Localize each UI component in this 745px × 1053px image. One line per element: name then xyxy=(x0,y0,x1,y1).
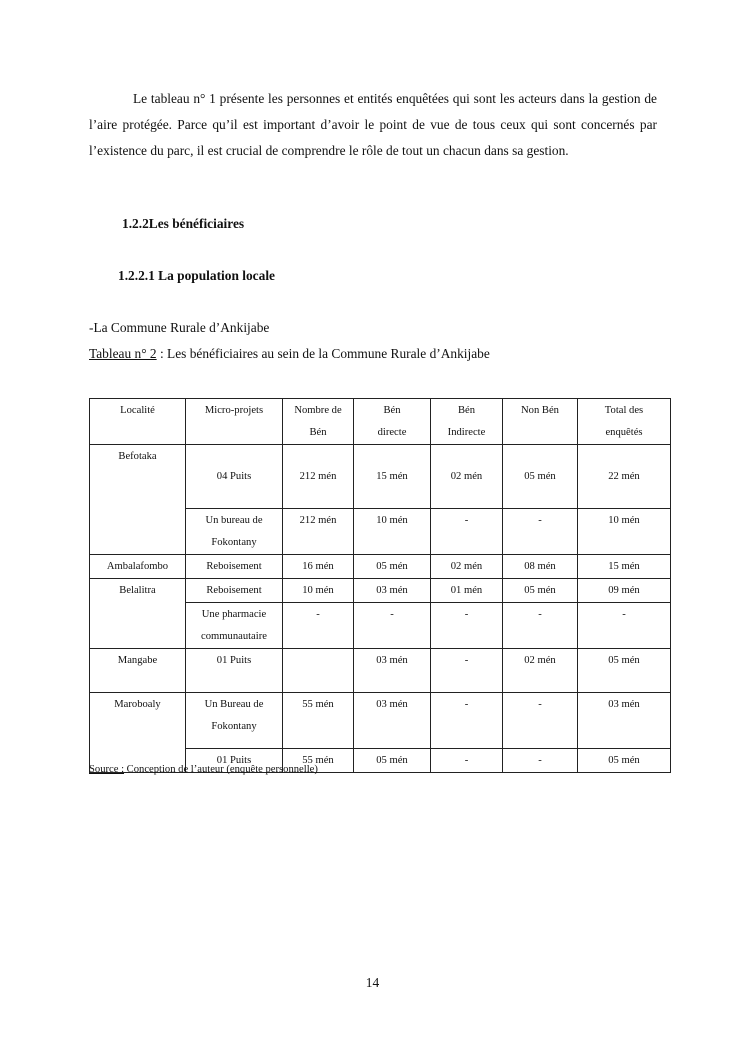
table-row xyxy=(90,649,671,693)
source-label: Source : xyxy=(89,764,125,775)
cell-non-ben: - xyxy=(503,509,578,555)
cell-localite: Belalitra xyxy=(90,579,186,649)
cell-total: 05 mén xyxy=(578,749,671,773)
cell-indirecte: - xyxy=(431,649,503,693)
cell-directe: 05 mén xyxy=(354,749,431,773)
cell-total: - xyxy=(578,603,671,649)
cell-indirecte: - xyxy=(431,693,503,749)
cell-nombre: - xyxy=(283,603,354,649)
cell-nombre xyxy=(283,649,354,693)
cell-projet: 01 Puits xyxy=(186,749,283,773)
table-source xyxy=(89,764,318,775)
cell-nombre: 16 mén xyxy=(283,555,354,579)
cell-indirecte: - xyxy=(431,509,503,555)
cell-total: 15 mén xyxy=(578,555,671,579)
cell-directe: 05 mén xyxy=(354,555,431,579)
cell-non-ben: - xyxy=(503,693,578,749)
cell-projet: Un bureau de Fokontany xyxy=(186,509,283,555)
cell-projet: Reboisement xyxy=(186,579,283,603)
cell-non-ben: 02 mén xyxy=(503,649,578,693)
cell-non-ben: - xyxy=(503,603,578,649)
intro-paragraph: Le tableau n° 1 présente les personnes et entités enquêtées qui sont les acteurs dans la gestion de l’aire protégée. Parce qu’il est important d’avoir le point de vue de tous ceux qui sont concernés par l’existence du parc, il est crucial de comprendre le rôle de tout un chacun dans sa gestion. xyxy=(89,91,657,158)
cell-projet: 01 Puits xyxy=(186,649,283,693)
cell-total: 05 mén xyxy=(578,649,671,693)
commune-line: -La Commune Rurale d’Ankijabe xyxy=(89,320,270,335)
header-ben-indirecte: Bén Indirecte xyxy=(431,399,503,445)
cell-directe: 03 mén xyxy=(354,649,431,693)
beneficiaries-table xyxy=(89,398,671,773)
cell-total: 09 mén xyxy=(578,579,671,603)
cell-nombre: 55 mén xyxy=(283,749,354,773)
cell-nombre: 212 mén xyxy=(283,509,354,555)
table-caption-text: : Les bénéficiaires au sein de la Commune Rurale d’Ankijabe xyxy=(156,346,490,361)
table-caption-label: Tableau n° 2 xyxy=(89,346,157,361)
cell-localite: Ambalafombo xyxy=(90,555,186,579)
table-row xyxy=(90,693,671,749)
cell-localite: Mangabe xyxy=(90,649,186,693)
cell-directe: 03 mén xyxy=(354,693,431,749)
cell-indirecte: - xyxy=(431,603,503,649)
page-number: 14 xyxy=(365,975,380,990)
cell-directe: 03 mén xyxy=(354,579,431,603)
header-localite: Localité xyxy=(90,399,186,445)
cell-non-ben: 05 mén xyxy=(503,445,578,509)
cell-nombre: 10 mén xyxy=(283,579,354,603)
cell-total: 10 mén xyxy=(578,509,671,555)
cell-projet: Reboisement xyxy=(186,555,283,579)
cell-total: 22 mén xyxy=(578,445,671,509)
cell-localite: Befotaka xyxy=(90,445,186,555)
cell-total: 03 mén xyxy=(578,693,671,749)
cell-projet: 04 Puits xyxy=(186,445,283,509)
table-caption xyxy=(89,346,490,362)
table-row xyxy=(90,445,671,509)
table-row xyxy=(90,579,671,603)
header-ben-directe: Bén directe xyxy=(354,399,431,445)
cell-non-ben: 08 mén xyxy=(503,555,578,579)
cell-non-ben: - xyxy=(503,749,578,773)
cell-indirecte: 02 mén xyxy=(431,555,503,579)
cell-nombre: 55 mén xyxy=(283,693,354,749)
cell-directe: 10 mén xyxy=(354,509,431,555)
cell-projet: Un Bureau de Fokontany xyxy=(186,693,283,749)
header-non-ben: Non Bén xyxy=(503,399,578,445)
cell-indirecte: 02 mén xyxy=(431,445,503,509)
cell-indirecte: 01 mén xyxy=(431,579,503,603)
cell-directe: 15 mén xyxy=(354,445,431,509)
table-header-row xyxy=(90,399,671,445)
cell-localite: Maroboaly xyxy=(90,693,186,773)
table-row xyxy=(90,555,671,579)
header-nombre-ben: Nombre de Bén xyxy=(283,399,354,445)
cell-nombre: 212 mén xyxy=(283,445,354,509)
cell-projet: Une pharmacie communautaire xyxy=(186,603,283,649)
subsection-heading: 1.2.2.1 La population locale xyxy=(118,268,275,283)
header-micro-projets: Micro-projets xyxy=(186,399,283,445)
cell-non-ben: 05 mén xyxy=(503,579,578,603)
header-total: Total des enquêtés xyxy=(578,399,671,445)
cell-directe: - xyxy=(354,603,431,649)
source-text: Conception de l’auteur (enquête personnelle) xyxy=(124,764,318,775)
section-heading: 1.2.2Les bénéficiaires xyxy=(122,216,245,231)
cell-indirecte: - xyxy=(431,749,503,773)
